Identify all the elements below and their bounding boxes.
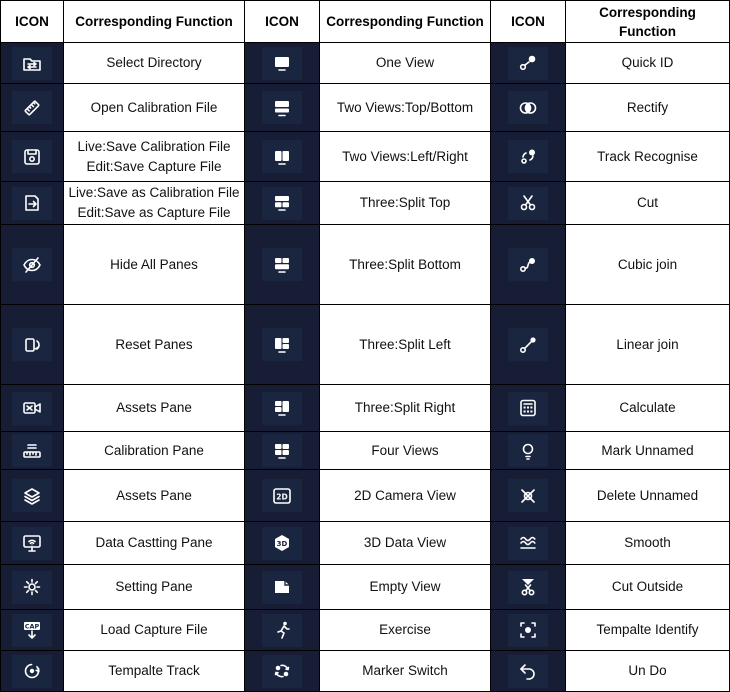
icon-cell [245, 610, 320, 651]
header-icon-col-2: ICON [245, 1, 320, 43]
table-row [1, 565, 730, 610]
function-label: Data Castting Pane [64, 522, 245, 565]
function-label: Assets Pane [64, 470, 245, 522]
function-label: Two Views:Left/Right [320, 132, 491, 182]
header-row [1, 1, 730, 43]
icon-cell [245, 522, 320, 565]
function-label: Live:Save as Calibration File Edit:Save as Capture File [64, 182, 245, 225]
template-track-icon [12, 655, 52, 688]
icon-cell [1, 522, 64, 565]
function-label: Setting Pane [64, 565, 245, 610]
icon-cell [1, 43, 64, 84]
icon-cell [245, 132, 320, 182]
function-label: Tempalte Track [64, 651, 245, 692]
three-split-right-icon [262, 392, 302, 425]
icon-cell [1, 84, 64, 132]
cubic-join-icon [508, 248, 548, 281]
icon-cell [491, 565, 566, 610]
icon-cell [491, 522, 566, 565]
icon-cell [491, 182, 566, 225]
icon-cell [491, 305, 566, 385]
marker-switch-icon [262, 655, 302, 688]
header-function-col-3: Corresponding Function [566, 1, 730, 43]
icon-cell [245, 182, 320, 225]
quick-id-icon [508, 47, 548, 80]
function-label: Three:Split Left [320, 305, 491, 385]
icon-cell [245, 43, 320, 84]
function-label: Select Directory [64, 43, 245, 84]
table-row [1, 84, 730, 132]
layers-icon [12, 479, 52, 512]
icon-cell [1, 132, 64, 182]
reset-panes-icon [12, 328, 52, 361]
icon-cell [1, 610, 64, 651]
table-row [1, 385, 730, 432]
video-camera-icon [12, 392, 52, 425]
function-label: 3D Data View [320, 522, 491, 565]
cut-outside-icon [508, 571, 548, 604]
icon-cell [245, 565, 320, 610]
function-label: Cut Outside [566, 565, 730, 610]
delete-marker-icon [508, 479, 548, 512]
function-label: Cut [566, 182, 730, 225]
function-label: Four Views [320, 432, 491, 470]
two-views-top-bottom-icon [262, 91, 302, 124]
function-label: Track Recognise [566, 132, 730, 182]
three-split-left-icon [262, 328, 302, 361]
function-label: Hide All Panes [64, 225, 245, 305]
three-split-top-icon [262, 187, 302, 220]
table-row [1, 610, 730, 651]
running-figure-icon [262, 614, 302, 647]
icon-cell [491, 432, 566, 470]
icon-cell [245, 84, 320, 132]
ruler-icon [12, 91, 52, 124]
icon-cell [491, 43, 566, 84]
table-row [1, 305, 730, 385]
function-label: Three:Split Bottom [320, 225, 491, 305]
icon-cell [245, 305, 320, 385]
save-as-icon [12, 187, 52, 220]
icon-cell [245, 651, 320, 692]
three-split-bottom-icon [262, 248, 302, 281]
function-label: Delete Unnamed [566, 470, 730, 522]
function-label: Calibration Pane [64, 432, 245, 470]
icon-cell [491, 610, 566, 651]
table-row [1, 132, 730, 182]
table-row [1, 651, 730, 692]
table-row [1, 470, 730, 522]
eye-off-icon [12, 248, 52, 281]
table-row [1, 43, 730, 84]
calibration-pane-icon [12, 434, 52, 467]
function-label: Marker Switch [320, 651, 491, 692]
icon-cell [491, 385, 566, 432]
function-label: Tempalte Identify [566, 610, 730, 651]
icon-cell [491, 132, 566, 182]
data-3d-icon [262, 527, 302, 560]
rectify-icon [508, 91, 548, 124]
icon-cell [491, 651, 566, 692]
function-label: Rectify [566, 84, 730, 132]
icon-cell [1, 651, 64, 692]
function-label: Exercise [320, 610, 491, 651]
svg-text:3D: 3D [276, 540, 288, 548]
four-views-icon [262, 434, 302, 467]
header-function-col-1: Corresponding Function [64, 1, 245, 43]
svg-text:2D: 2D [276, 492, 288, 501]
camera-2d-icon [262, 479, 302, 512]
function-label: Linear join [566, 305, 730, 385]
table-row [1, 182, 730, 225]
icon-cell [245, 225, 320, 305]
gear-icon [12, 571, 52, 604]
function-label: Reset Panes [64, 305, 245, 385]
function-label: One View [320, 43, 491, 84]
smooth-waves-icon [508, 527, 548, 560]
icon-cell [1, 432, 64, 470]
header-icon-col-1: ICON [1, 1, 64, 43]
icon-cell [245, 470, 320, 522]
function-label: Three:Split Right [320, 385, 491, 432]
function-label: Smooth [566, 522, 730, 565]
icon-cell [1, 182, 64, 225]
function-label: Live:Save Calibration File Edit:Save Capture File [64, 132, 245, 182]
icon-cell [245, 432, 320, 470]
empty-view-icon [262, 571, 302, 604]
icon-cell [491, 470, 566, 522]
function-label: Empty View [320, 565, 491, 610]
function-label: Mark Unnamed [566, 432, 730, 470]
icon-cell [491, 225, 566, 305]
function-label: Un Do [566, 651, 730, 692]
icon-cell [1, 470, 64, 522]
cap-load-icon [12, 614, 52, 647]
function-label: Quick ID [566, 43, 730, 84]
icon-cell [1, 565, 64, 610]
save-icon [12, 140, 52, 173]
template-identify-icon [508, 614, 548, 647]
function-label: Cubic join [566, 225, 730, 305]
undo-icon [508, 655, 548, 688]
monitor-broadcast-icon [12, 527, 52, 560]
icon-cell [1, 225, 64, 305]
folder-swap-icon [12, 47, 52, 80]
icon-cell [1, 385, 64, 432]
marker-pin-icon [508, 434, 548, 467]
two-views-left-right-icon [262, 140, 302, 173]
header-icon-col-3: ICON [491, 1, 566, 43]
function-label: Load Capture File [64, 610, 245, 651]
icon-cell [245, 385, 320, 432]
track-recognise-icon [508, 140, 548, 173]
function-label: 2D Camera View [320, 470, 491, 522]
function-label: Assets Pane [64, 385, 245, 432]
table-row [1, 432, 730, 470]
function-label: Two Views:Top/Bottom [320, 84, 491, 132]
icon-cell [491, 84, 566, 132]
calculator-icon [508, 392, 548, 425]
table-row [1, 522, 730, 565]
svg-text:CAP: CAP [24, 622, 40, 631]
icon-cell [1, 305, 64, 385]
header-function-col-2: Corresponding Function [320, 1, 491, 43]
function-label: Calculate [566, 385, 730, 432]
table-row [1, 225, 730, 305]
function-label: Three:Split Top [320, 182, 491, 225]
linear-join-icon [508, 328, 548, 361]
one-view-icon [262, 47, 302, 80]
scissors-icon [508, 187, 548, 220]
function-label: Open Calibration File [64, 84, 245, 132]
